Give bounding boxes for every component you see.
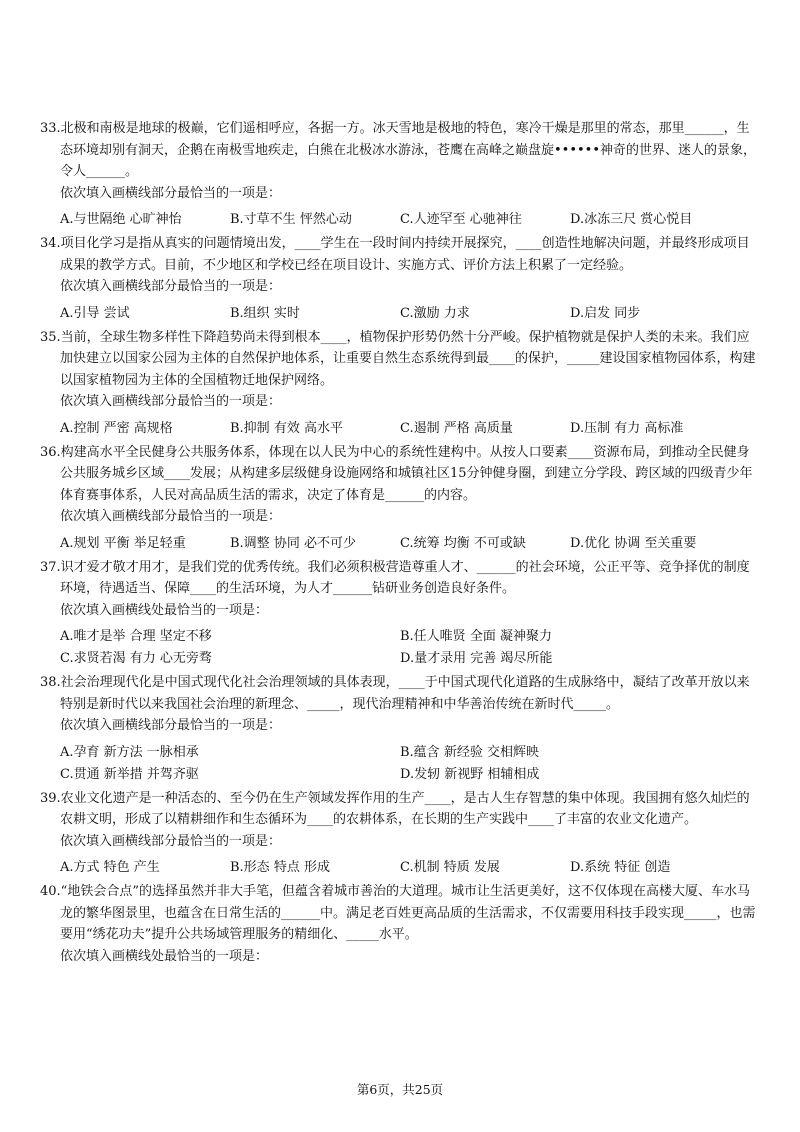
option-a: A.与世隔绝 心旷神怡 — [60, 212, 182, 227]
question-36 — [40, 442, 762, 555]
options — [40, 533, 762, 555]
option-a: A.唯才是举 合理 坚定不移 — [60, 629, 212, 644]
option-c: C.求贤若渴 有力 心无旁骛 — [60, 651, 212, 666]
question-40 — [40, 881, 762, 967]
option-d: D.启发 同步 — [570, 305, 641, 321]
page-number: 第6页，共25页 — [356, 1082, 444, 1097]
question-35 — [40, 327, 762, 440]
question-stem: 33.北极和南极是地球的极巅，它们遥相呼应，各据一方。冰天雪地是极地的特色，寒冷干燥是那里的常态，那里______，生态环境却别有洞天，企鹅在南极雪地疾走，白熊在北极冰水游泳，苍鹰在高峰之巅盘旋••••••神奇的世界、迷人的景象，令人______。 — [40, 121, 757, 179]
options — [40, 303, 762, 325]
question-prompt: 依次填入画横线处最恰当的一项是： — [60, 602, 269, 618]
options — [40, 857, 762, 879]
question-stem: 36.构建高水平全民健身公共服务体系，体现在以人民为中心的系统性建构中。从按人口要素____资源布局，到推动全民健身公共服务城乡区域____发展；从构建多层级健身设施网络和城镇社区15分钟健身圈，到建立分学段、跨区域的四级青少年体育赛事体系，人民对高品质生活的需求，决定了体育是______的内容。 — [40, 444, 753, 503]
question-stem: 40.“地铁会合点”的选择虽然并非大手笔，但蕴含着城市善治的大道理。城市让生活更美好，这不仅体现在高楼大厦、车水马龙的繁华图景里，也蕴含在日常生活的______中。满足老百姓更高品质的生活需求，不仅需要用科技手段实现_____，也需要用“绣花功夫”提升公共场域管理服务的精细化、_____水平。 — [40, 884, 756, 942]
question-prompt: 依次填入画横线部分最恰当的一项是： — [60, 185, 282, 201]
option-c: C.统筹 均衡 不可或缺 — [400, 535, 526, 551]
options — [40, 626, 762, 670]
question-prompt: 依次填入画横线部分最恰当的一项是： — [60, 279, 282, 294]
options — [40, 418, 762, 440]
option-a: A.引导 尝试 — [60, 305, 130, 321]
option-a: A.方式 特色 产生 — [60, 860, 160, 875]
option-c: C.人迹罕至 心驰神往 — [400, 212, 522, 227]
question-33 — [40, 118, 762, 231]
option-a: A.孕育 新方法 一脉相承 — [60, 744, 199, 760]
option-b: B.抑制 有效 高水平 — [230, 420, 343, 436]
question-39 — [40, 788, 762, 880]
option-d: D.发轫 新视野 相辅相成 — [400, 766, 540, 782]
option-a: A.控制 严密 高规格 — [60, 420, 173, 436]
question-prompt: 依次填入画横线部分最恰当的一项是： — [60, 718, 282, 733]
option-d: D.系统 特征 创造 — [570, 860, 671, 875]
question-prompt: 依次填入画横线部分最恰当的一项是： — [60, 509, 282, 524]
question-stem: 37.识才爱才敬才用才，是我们党的优秀传统。我们必须积极营造尊重人才、______的社会环境，公正平等、竞争择优的制度环境，待遇适当、保障____的生活环境，为人才______钻研业务创造良好条件。 — [40, 559, 750, 596]
option-d: D.优化 协调 至关重要 — [570, 535, 697, 551]
question-list — [40, 118, 762, 969]
option-b: B.调整 协同 必不可少 — [230, 535, 356, 551]
option-d: D.压制 有力 高标准 — [570, 420, 684, 436]
option-d: D.量才录用 完善 竭尽所能 — [400, 651, 553, 666]
options — [40, 742, 762, 786]
question-34 — [40, 233, 762, 325]
options — [40, 209, 762, 231]
option-c: C.激励 力求 — [400, 305, 470, 321]
option-a: A.规划 平衡 举足轻重 — [60, 535, 186, 551]
question-prompt: 依次填入画横线部分最恰当的一项是： — [60, 833, 282, 849]
option-c: C.贯通 新举措 并驾齐驱 — [60, 766, 199, 782]
question-prompt: 依次填入画横线部分最恰当的一项是： — [60, 394, 282, 409]
option-b: B.寸草不生 怦然心动 — [230, 212, 352, 227]
question-prompt: 依次填入画横线处最恰当的一项是： — [60, 948, 269, 964]
option-b: B.组织 实时 — [230, 305, 300, 321]
option-d: D.冰冻三尺 赏心悦目 — [570, 212, 693, 227]
question-stem: 35.当前，全球生物多样性下降趋势尚未得到根本____，植物保护形势仍然十分严峻。保护植物就是保护人类的未来。我们应加快建立以国家公园为主体的自然保护地体系，让重要自然生态系统得到最____的保护，_____建设国家植物园体系，构建以国家植物园为主体的全国植物迁地保护网络。 — [40, 329, 756, 388]
question-37 — [40, 557, 762, 671]
question-38 — [40, 672, 762, 786]
option-b: B.蕴含 新经验 交相辉映 — [400, 744, 539, 760]
option-b: B.任人唯贤 全面 凝神聚力 — [400, 629, 552, 644]
question-stem: 38.社会治理现代化是中国式现代化社会治理领域的具体表现，____于中国式现代化道路的生成脉络中，凝结了改革开放以来特别是新时代以来我国社会治理的新理念、_____，现代治理精神和中华善治传统在新时代_____。 — [40, 675, 750, 712]
option-c: C.机制 特质 发展 — [400, 860, 500, 875]
option-b: B.形态 特点 形成 — [230, 860, 330, 875]
question-stem: 39.农业文化遗产是一种活态的、至今仍在生产领域发挥作用的生产____，是古人生存智慧的集中体现。我国拥有悠久灿烂的农耕文明，形成了以精耕细作和生态循环为____的农耕体系，在长期的生产实践中____了丰富的农业文化遗产。 — [40, 790, 750, 827]
option-c: C.遏制 严格 高质量 — [400, 420, 513, 436]
question-stem: 34.项目化学习是指从真实的问题情境出发，____学生在一段时间内持续开展探究，____创造性地解决问题，并最终形成项目成果的教学方式。目前，不少地区和学校已经在项目设计、实施方式、评价方法上积累了一定经验。 — [40, 236, 750, 273]
